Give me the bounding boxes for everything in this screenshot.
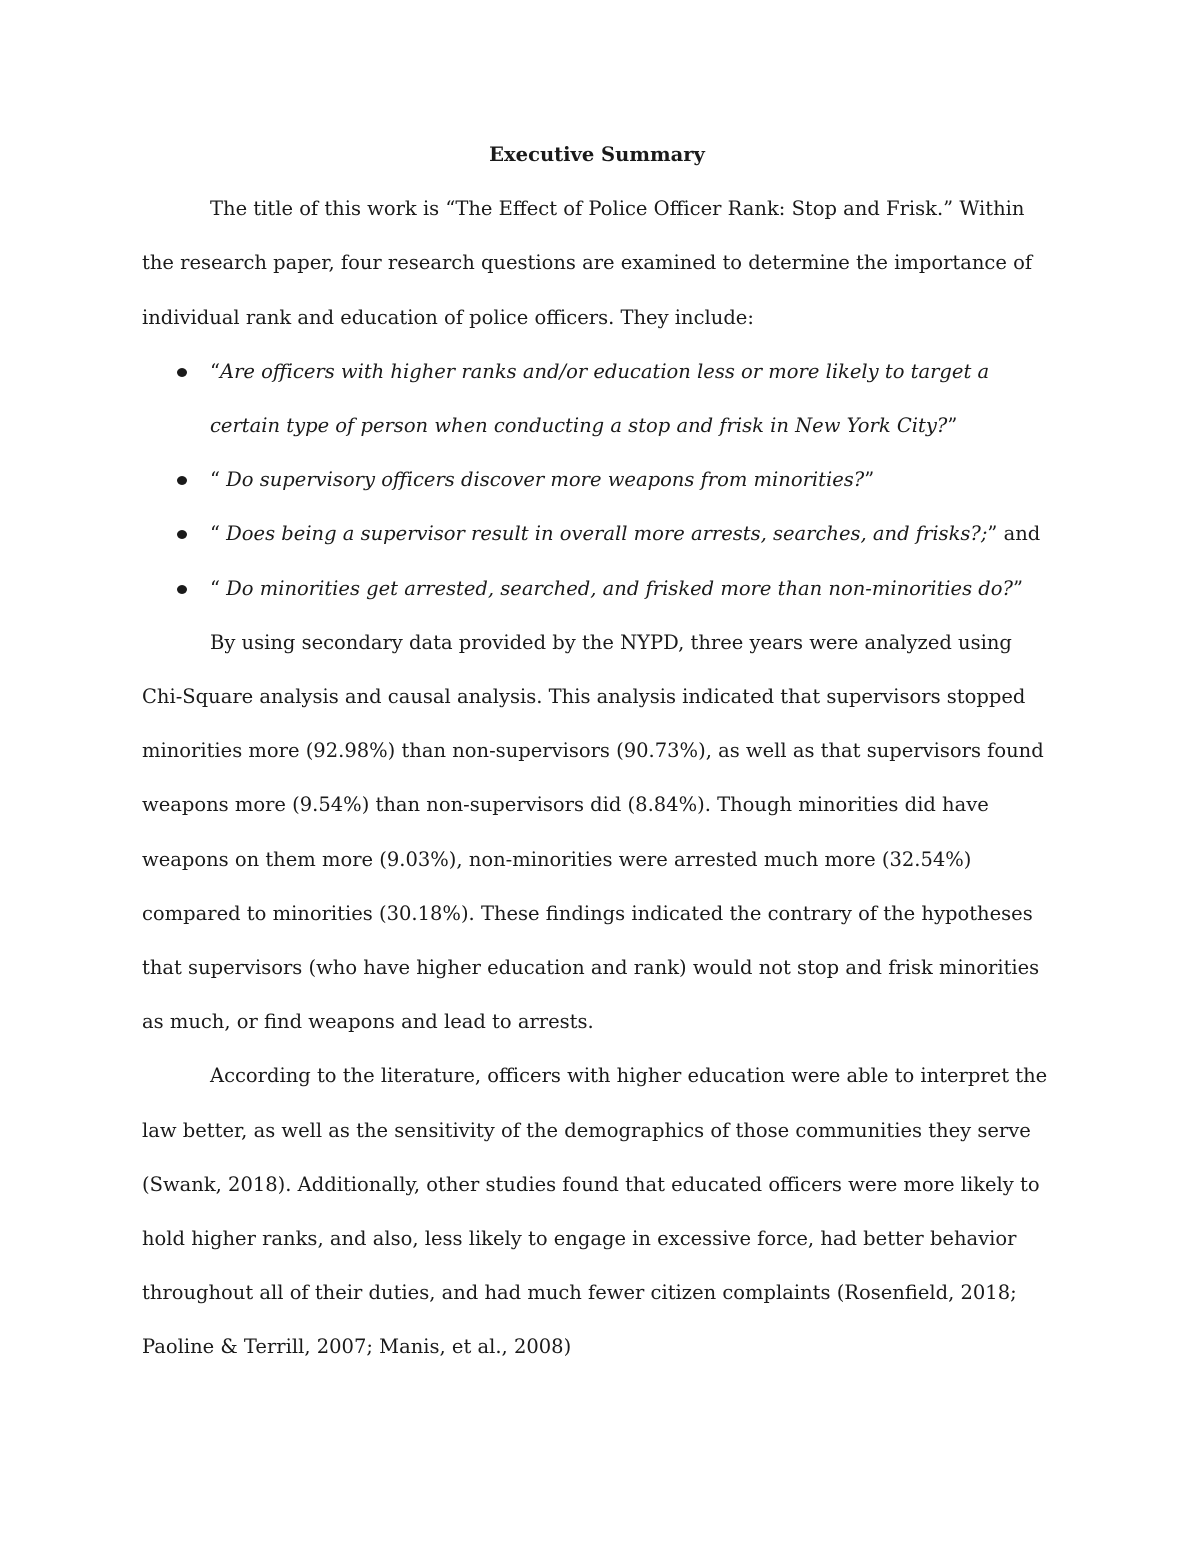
list-item — [210, 453, 1052, 507]
intro-paragraph: The title of this work is “The Effect of Police Officer Rank: Stop and Frisk.” Within the research paper, four research questions are examined to determine the importance of individual rank and education of police officers. They include: — [142, 197, 1033, 329]
bullet-icon — [177, 585, 187, 594]
research-questions-list — [142, 345, 1052, 616]
open-quote: “ — [210, 522, 227, 546]
list-item — [210, 345, 1052, 453]
close-quote: ” — [1012, 576, 1023, 600]
open-quote: “ — [210, 576, 227, 600]
bullet-icon — [177, 530, 187, 539]
literature-paragraph: According to the literature, officers with higher education were able to interpret the law better, as well as the sensitivity of the demographics of those communities they serve (Swank, 2018). Additionally, other studies found that educated officers were more likely to hold higher ranks, and also, less likely to engage in excessive force, had better behavior throughout all of their duties, and had much fewer citizen complaints (Rosenfield, 2018; Paoline & Terrill, 2007; Manis, et al., 2008) — [142, 1064, 1048, 1359]
bullet-icon — [177, 368, 187, 377]
list-item — [210, 507, 1052, 561]
close-quote: ” and — [987, 522, 1041, 546]
page-title: Executive Summary — [489, 143, 705, 166]
question-text: Does being a supervisor result in overall more arrests, searches, and frisks?; — [226, 522, 988, 546]
findings-paragraph: By using secondary data provided by the NYPD, three years were analyzed using Chi-Square analysis and causal analysis. This analysis indicated that supervisors stopped minorities more (92.98%) than non-supervisors (90.73%), as well as that supervisors found weapons more (9.54%) than non-supervisors did (8.84%). Though minorities did have weapons on them more (9.03%), non-minorities were arrested much more (32.54%) compared to minorities (30.18%). These findings indicated the contrary of the hypotheses that supervisors (who have higher education and rank) would not stop and frisk minorities as much, or find weapons and lead to arrests. — [142, 630, 1044, 1034]
bullet-icon — [177, 476, 187, 485]
question-text: Do supervisory officers discover more weapons from minorities? — [226, 468, 865, 492]
open-quote: “ — [210, 468, 227, 492]
question-text: Do minorities get arrested, searched, and frisked more than non-minorities do? — [226, 576, 1013, 600]
list-item — [210, 562, 1052, 616]
close-quote: ” — [947, 414, 958, 438]
document-body — [142, 128, 1052, 1375]
open-quote: “ — [210, 359, 220, 383]
question-text: Are officers with higher ranks and/or education less or more likely to target a certain type of person when conducting a stop and frisk in New York City? — [210, 359, 990, 438]
close-quote: ” — [864, 468, 875, 492]
